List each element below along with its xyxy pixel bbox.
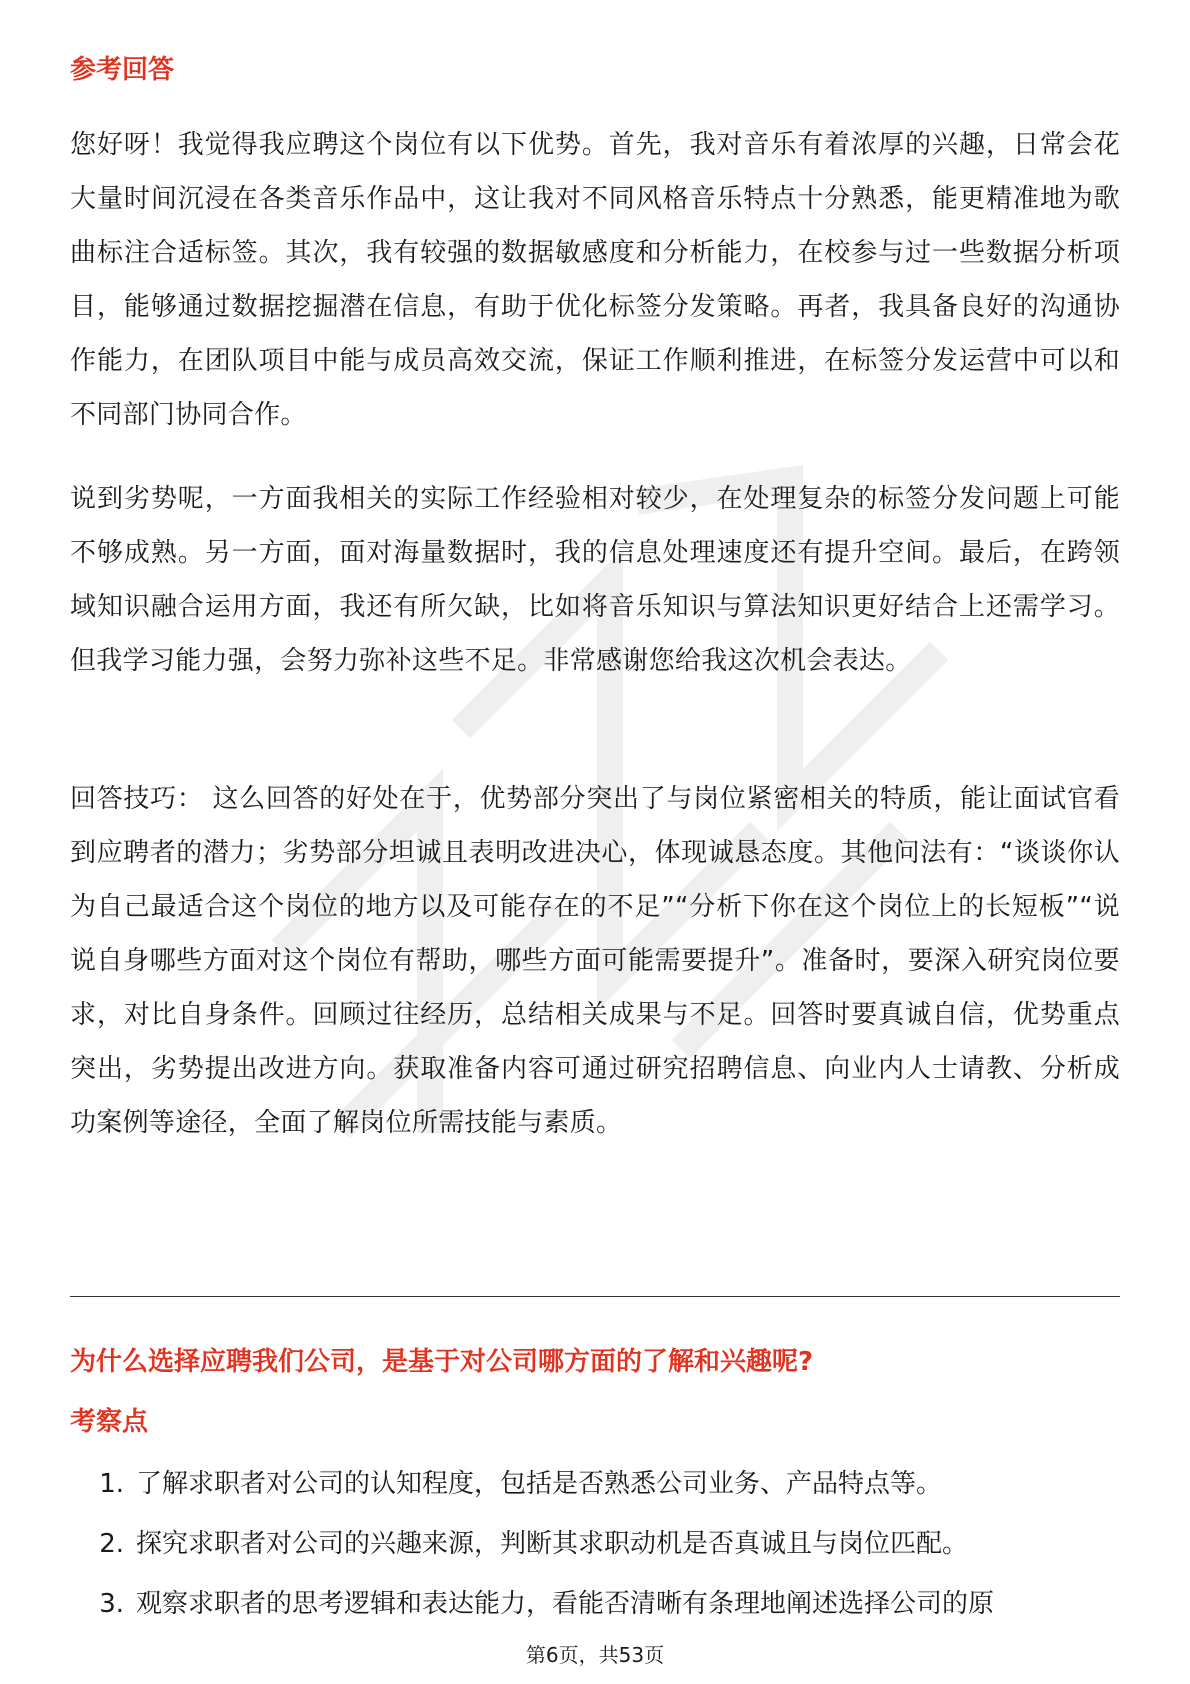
list-item-text: 观察求职者的思考逻辑和表达能力，看能否清晰有条理地阐述选择公司的原 [136, 1589, 995, 1619]
list-item-text: 了解求职者对公司的认知程度，包括是否熟悉公司业务、产品特点等。 [136, 1469, 943, 1499]
exam-points-heading: 考察点 [70, 1407, 149, 1437]
list-number: 1. [99, 1469, 124, 1499]
list-item [70, 1586, 1120, 1622]
exam-points-list [70, 1466, 1120, 1646]
list-item [70, 1466, 1120, 1502]
answer-heading: 参考回答 [70, 55, 175, 85]
list-item-text: 探究求职者对公司的兴趣来源，判断其求职动机是否真诚且与岗位匹配。 [136, 1529, 969, 1559]
section-divider [70, 1296, 1120, 1297]
answer-tips-paragraph: 回答技巧： 这么回答的好处在于，优势部分突出了与岗位紧密相关的特质，能让面试官看到应聘者的潜力；劣势部分坦诚且表明改进决心，体现诚恳态度。其他问法有：“谈谈你认为自己最适合这个岗位的地方以及可能存在的不足”“分析下你在这个岗位上的长短板”“说说自身哪些方面对这个岗位有帮助，哪些方面可能需要提升”。准备时，要深入研究岗位要求，对比自身条件。回顾过往经历，总结相关成果与不足。回答时要真诚自信，优势重点突出，劣势提出改进方向。获取准备内容可通过研究招聘信息、向业内人士请教、分析成功案例等途径，全面了解岗位所需技能与素质。 [70, 784, 1120, 1138]
answer-paragraph: 说到劣势呢，一方面我相关的实际工作经验相对较少，在处理复杂的标签分发问题上可能不够成熟。另一方面，面对海量数据时，我的信息处理速度还有提升空间。最后，在跨领域知识融合运用方面，我还有所欠缺，比如将音乐知识与算法知识更好结合上还需学习。但我学习能力强，会努力弥补这些不足。非常感谢您给我这次机会表达。 [70, 484, 1120, 676]
answer-paragraph: 您好呀！我觉得我应聘这个岗位有以下优势。首先，我对音乐有着浓厚的兴趣，日常会花大量时间沉浸在各类音乐作品中，这让我对不同风格音乐特点十分熟悉，能更精准地为歌曲标注合适标签。其次，我有较强的数据敏感度和分析能力，在校参与过一些数据分析项目，能够通过数据挖掘潜在信息，有助于优化标签分发策略。再者，我具备良好的沟通协作能力，在团队项目中能与成员高效交流，保证工作顺利推进，在标签分发运营中可以和不同部门协同合作。 [70, 130, 1120, 430]
list-number: 3. [99, 1589, 124, 1619]
list-number: 2. [99, 1529, 124, 1559]
list-item [70, 1526, 1120, 1562]
question-title: 为什么选择应聘我们公司，是基于对公司哪方面的了解和兴趣呢? [70, 1347, 814, 1377]
page-footer: 第6页，共53页 [525, 1643, 665, 1667]
